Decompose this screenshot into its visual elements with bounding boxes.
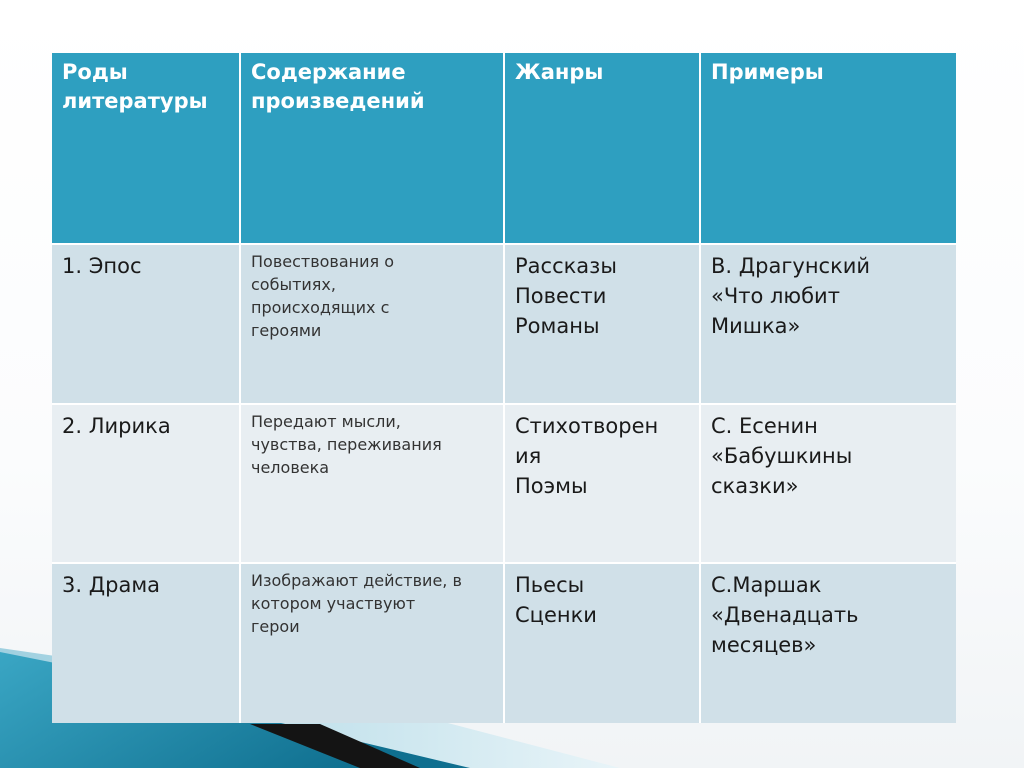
example-text: С. Есенин bbox=[711, 413, 818, 438]
kind-text: 3. Драма bbox=[62, 573, 161, 598]
example-cell bbox=[700, 404, 956, 564]
literature-table-container bbox=[52, 53, 956, 723]
literature-table bbox=[52, 53, 956, 723]
kind-cell bbox=[52, 563, 240, 723]
content-text: событиях, bbox=[251, 275, 336, 294]
header-cell-examples bbox=[700, 53, 956, 244]
content-cell bbox=[240, 563, 504, 723]
content-text: Передают мысли, bbox=[251, 411, 401, 431]
genre-text: Рассказы bbox=[515, 254, 617, 278]
example-text: «Двенадцать bbox=[711, 603, 859, 628]
example-cell bbox=[700, 563, 956, 723]
content-cell bbox=[240, 404, 504, 564]
genre-cell bbox=[504, 244, 700, 404]
example-text: сказки» bbox=[711, 473, 799, 498]
kind-text: 2. Лирика bbox=[62, 413, 171, 438]
example-text: В. Драгунский bbox=[711, 254, 871, 278]
content-text: Изображают действие, в bbox=[251, 571, 462, 591]
genre-text: Сценки bbox=[515, 603, 597, 628]
table-row bbox=[52, 404, 956, 564]
header-text: Роды bbox=[62, 60, 128, 84]
genre-text: Поэмы bbox=[515, 473, 588, 498]
content-text: героями bbox=[251, 321, 322, 340]
genre-cell bbox=[504, 563, 700, 723]
header-text: Жанры bbox=[515, 60, 604, 84]
kind-text: 1. Эпос bbox=[62, 254, 142, 278]
genre-text: ия bbox=[515, 443, 542, 468]
header-text: литературы bbox=[62, 89, 208, 113]
example-text: «Что любит bbox=[711, 284, 840, 308]
header-text: Примеры bbox=[711, 60, 824, 84]
header-text: произведений bbox=[251, 89, 425, 113]
genre-text: Романы bbox=[515, 314, 600, 338]
content-text: котором участвуют bbox=[251, 594, 416, 614]
table-row bbox=[52, 563, 956, 723]
example-text: С.Маршак bbox=[711, 573, 822, 598]
kind-cell bbox=[52, 404, 240, 564]
genre-text: Повести bbox=[515, 284, 607, 308]
table-row bbox=[52, 244, 956, 404]
example-text: Мишка» bbox=[711, 314, 801, 338]
header-cell-genres bbox=[504, 53, 700, 244]
content-text: чувства, переживания bbox=[251, 434, 442, 454]
content-text: герои bbox=[251, 617, 300, 637]
content-text: Повествования о bbox=[251, 252, 395, 271]
example-text: «Бабушкины bbox=[711, 443, 853, 468]
genre-cell bbox=[504, 404, 700, 564]
content-text: происходящих с bbox=[251, 298, 390, 317]
header-cell-content bbox=[240, 53, 504, 244]
genre-text: Стихотворен bbox=[515, 413, 659, 438]
header-cell-kinds bbox=[52, 53, 240, 244]
content-cell bbox=[240, 244, 504, 404]
content-text: человека bbox=[251, 457, 330, 477]
header-text: Содержание bbox=[251, 60, 406, 84]
genre-text: Пьесы bbox=[515, 573, 585, 598]
table-header-row bbox=[52, 53, 956, 244]
example-cell bbox=[700, 244, 956, 404]
example-text: месяцев» bbox=[711, 633, 817, 658]
kind-cell bbox=[52, 244, 240, 404]
